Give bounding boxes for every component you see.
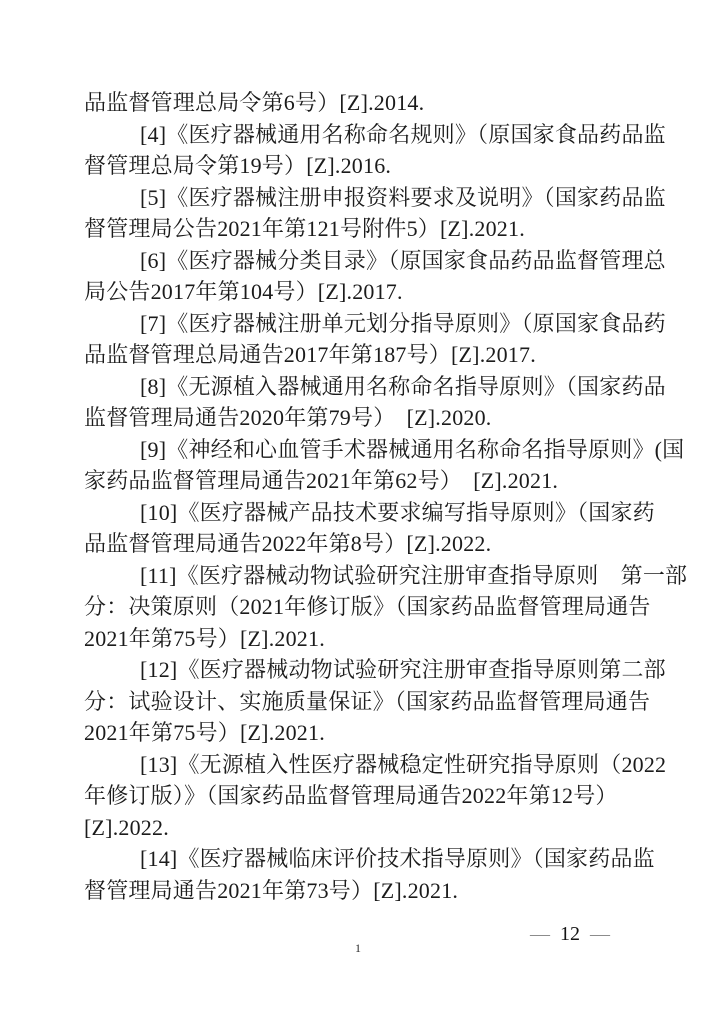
- reference-line: 监督管理局通告2020年第79号） [Z].2020.: [84, 405, 492, 430]
- footer-corner-mark: 1: [355, 941, 361, 955]
- reference-line: 督管理局通告2021年第73号）[Z].2021.: [84, 877, 459, 903]
- reference-line: 分：决策原则（2021年修订版》（国家药品监督管理局通告: [84, 594, 651, 619]
- reference-line: [9]《神经和心血管手术器械通用名称命名指导原则》(国: [140, 436, 685, 462]
- reference-line: 品监督管理局通告2022年第8号）[Z].2022.: [84, 531, 492, 556]
- page-number-dash-left: —: [530, 923, 550, 945]
- reference-line: 2021年第75号）[Z].2021.: [84, 625, 325, 651]
- reference-line: [7]《医疗器械注册单元划分指导原则》（原国家食品药: [140, 310, 666, 336]
- reference-line: 局公告2017年第104号）[Z].2017.: [84, 279, 403, 304]
- reference-line: 督管理总局令第19号）[Z].2016.: [84, 153, 392, 178]
- reference-line: 品监督管理总局令第6号）[Z].2014.: [84, 90, 425, 115]
- page-number: 12: [560, 923, 580, 945]
- reference-line: 督管理局公告2021年第121号附件5）[Z].2021.: [84, 216, 525, 241]
- page-number-dash-right: —: [590, 923, 610, 945]
- reference-line: 家药品监督管理局通告2021年第62号） [Z].2021.: [84, 468, 559, 493]
- page-number-footer: [530, 923, 610, 946]
- reference-line: [Z].2022.: [84, 814, 169, 840]
- reference-line: 品监督管理总局通告2017年第187号）[Z].2017.: [84, 342, 536, 367]
- reference-line: 2021年第75号）[Z].2021.: [84, 720, 325, 745]
- reference-line: 年修订版）》（国家药品监督管理局通告2022年第12号）: [84, 783, 618, 808]
- reference-line: [8]《无源植入器械通用名称命名指导原则》（国家药品: [140, 373, 666, 399]
- reference-line: [14]《医疗器械临床评价技术指导原则》（国家药品监: [140, 846, 655, 871]
- reference-line: [5]《医疗器械注册申报资料要求及说明》（国家药品监: [140, 184, 666, 210]
- reference-line: 分：试验设计、实施质量保证》（国家药品监督管理局通告: [84, 688, 651, 714]
- reference-line: [6]《医疗器械分类目录》（原国家食品药品监督管理总: [140, 247, 666, 273]
- reference-line: [11]《医疗器械动物试验研究注册审查指导原则 第一部: [140, 562, 688, 588]
- reference-line: [12]《医疗器械动物试验研究注册审查指导原则第二部: [140, 657, 666, 682]
- reference-line: [13]《无源植入性医疗器械稳定性研究指导原则（2022: [140, 751, 667, 777]
- reference-line: [4]《医疗器械通用名称命名规则》（原国家食品药品监: [140, 121, 666, 147]
- references-text-block: [84, 87, 688, 906]
- reference-line: [10]《医疗器械产品技术要求编写指导原则》（国家药: [140, 499, 655, 525]
